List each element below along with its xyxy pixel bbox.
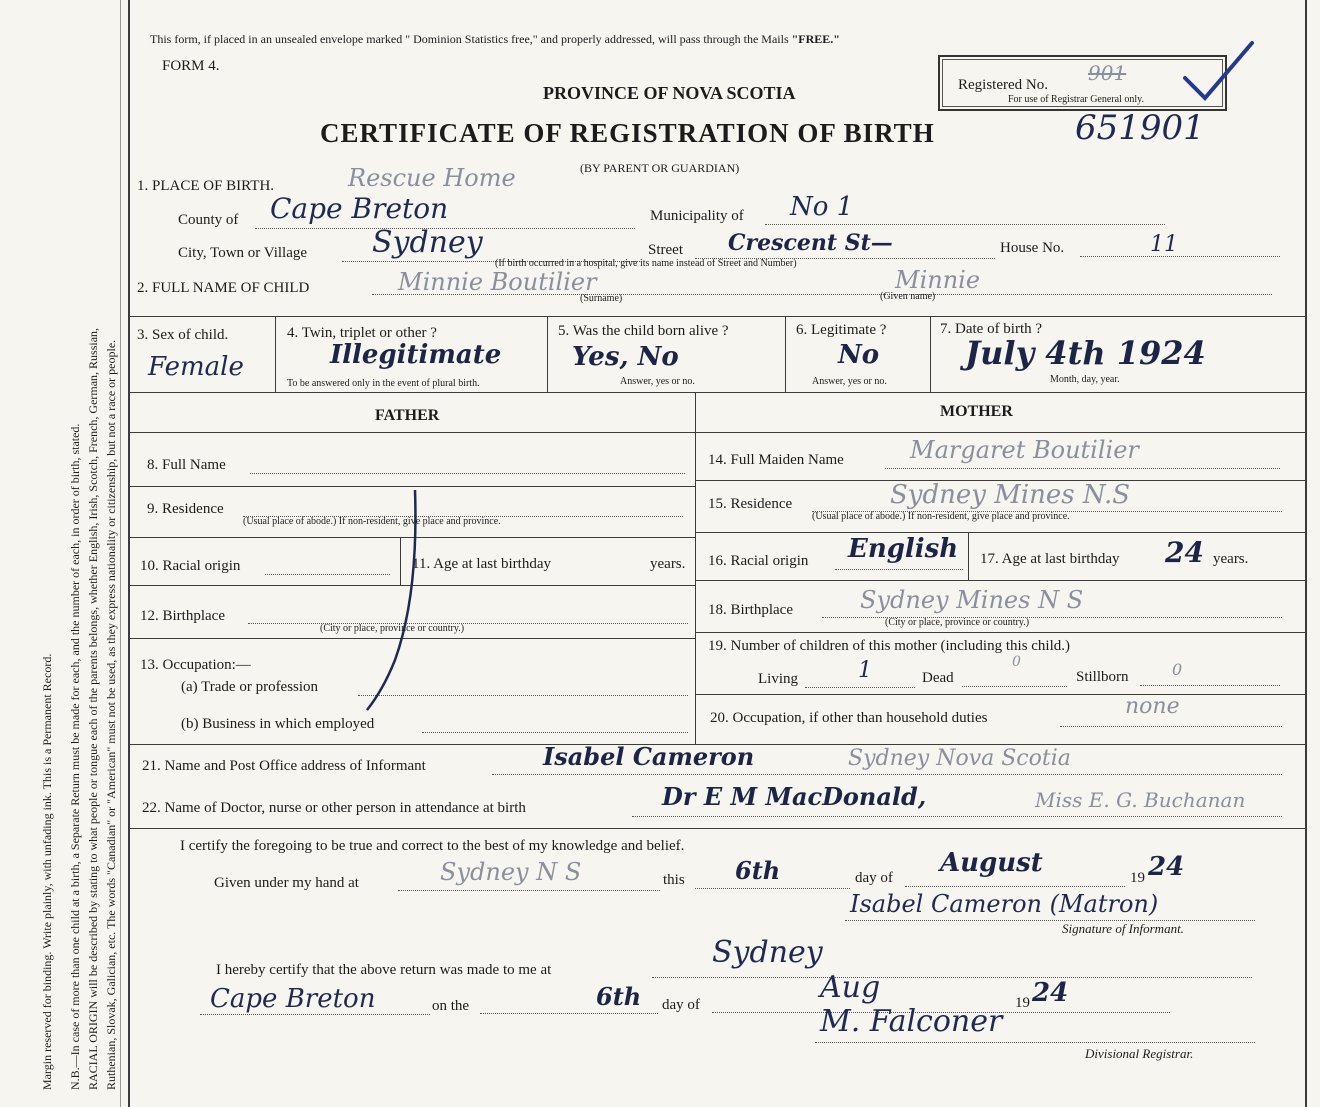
given-under-label: Given under my hand at — [214, 875, 359, 891]
municipality-value: No 1 — [790, 192, 854, 222]
twin-value: Illegitimate — [330, 340, 502, 370]
city-label: City, Town or Village — [178, 245, 308, 261]
mailing-notice-free: "FREE." — [791, 32, 840, 46]
mother-racial-value: English — [848, 534, 959, 564]
stillborn-label: Stillborn — [1076, 669, 1129, 685]
registered-value: 901 — [1088, 61, 1127, 85]
form-number: FORM 4. — [162, 58, 220, 74]
informant-name-value: Isabel Cameron — [543, 742, 755, 771]
place-of-birth-value: Rescue Home — [348, 164, 516, 192]
mailing-notice-text: This form, if placed in an unsealed envelope marked " Dominion Statistics free," and properly addressed, will pass through the Mails — [150, 32, 789, 46]
child-given-value: Minnie — [895, 266, 981, 294]
mother-occupation-value: none — [1125, 694, 1180, 719]
mother-age-value: 24 — [1165, 536, 1204, 569]
form-right-border — [1305, 0, 1307, 1107]
father-occupation-label: 13. Occupation:— — [140, 657, 251, 673]
certificate-title: CERTIFICATE OF REGISTRATION OF BIRTH — [320, 118, 935, 148]
margin-note-racial-origin: RACIAL ORIGIN will be described by stating to what people or tongue each of the parents belongs, whether English, Irish, Scotch, French, German, Russian, — [86, 327, 100, 1090]
registrar-place-value: Sydney — [712, 935, 823, 970]
mother-age-suffix: years. — [1213, 551, 1249, 567]
registrar-month-value: Aug — [820, 970, 881, 1005]
surname-caption: (Surname) — [580, 293, 623, 304]
registrar-use-note: For use of Registrar General only. — [1008, 94, 1144, 105]
margin-note-plural-birth: N.B.—In case of more than one child at a birth, a Separate Return must be made for each, and the number of each, in order of birth, stated. — [68, 423, 82, 1090]
father-age-suffix: years. — [650, 556, 686, 572]
mother-children-label: 19. Number of children of this mother (including this child.) — [708, 638, 1071, 654]
father-age-label: 11. Age at last birthday — [412, 556, 551, 572]
dob-value: July 4th 1924 — [965, 334, 1206, 372]
twin-label: 4. Twin, triplet or other ? — [287, 325, 437, 341]
legitimate-note: Answer, yes or no. — [812, 376, 887, 387]
province-title: PROVINCE OF NOVA SCOTIA — [543, 83, 796, 103]
mailing-notice — [150, 32, 840, 47]
dob-note: Month, day, year. — [1050, 374, 1120, 385]
certify-year-prefix: 19 — [1130, 870, 1145, 886]
county-value: Cape Breton — [270, 192, 449, 225]
on-the-label: on the — [432, 998, 470, 1014]
mother-racial-label: 16. Racial origin — [708, 553, 809, 569]
nurse-value: Miss E. G. Buchanan — [1035, 788, 1246, 812]
certify-day-value: 6th — [735, 856, 781, 885]
registrar-year-value: 24 — [1032, 978, 1069, 1008]
stillborn-value: 0 — [1172, 660, 1183, 679]
certificate-subtitle: (BY PARENT OR GUARDIAN) — [580, 161, 740, 175]
registrar-signature: M. Falconer — [820, 1004, 1003, 1039]
margin-rule — [120, 0, 121, 1107]
registrar-statement: I hereby certify that the above return was made to me at — [216, 962, 552, 978]
city-value: Sydney — [372, 225, 483, 260]
mother-residence-label: 15. Residence — [708, 496, 793, 512]
mother-name-label: 14. Full Maiden Name — [708, 452, 844, 468]
registrar-signature-label: Divisional Registrar. — [1085, 1046, 1194, 1061]
certify-day-of-label: day of — [855, 870, 893, 886]
hospital-note: (If birth occurred in a hospital, give its name instead of Street and Number) — [495, 258, 797, 269]
check-mark-icon — [1180, 38, 1260, 108]
house-value: 11 — [1150, 232, 1178, 257]
informant-signature: Isabel Cameron (Matron) — [850, 890, 1159, 918]
form-left-border — [128, 0, 130, 1107]
doctor-value: Dr E M MacDonald, — [662, 782, 927, 811]
certify-year-value: 24 — [1148, 852, 1185, 882]
father-birthplace-note: (City or place, province or country.) — [320, 623, 465, 634]
registrar-county-value: Cape Breton — [210, 984, 376, 1014]
mother-occupation-label: 20. Occupation, if other than household duties — [710, 710, 988, 726]
mother-residence-value: Sydney Mines N.S — [890, 480, 1131, 510]
given-caption: (Given name) — [880, 291, 936, 302]
margin-note-racial-origin-2: Ruthenian, Slovak, Galician, etc. The words "Canadian" or "American" must not be used, as they express nationality or citizenship, but not a race or people. — [104, 339, 118, 1090]
living-value: 1 — [858, 658, 872, 683]
registered-label: Registered No. — [958, 77, 1048, 93]
certify-statement: I certify the foregoing to be true and correct to the best of my knowledge and belief. — [180, 838, 685, 854]
mother-heading: MOTHER — [940, 403, 1013, 420]
alive-label: 5. Was the child born alive ? — [558, 323, 729, 339]
alive-note: Answer, yes or no. — [620, 376, 695, 387]
dead-value: 0 — [1012, 654, 1021, 670]
registrar-year-prefix: 19 — [1015, 995, 1030, 1011]
dead-label: Dead — [922, 670, 954, 686]
living-label: Living — [758, 671, 798, 687]
father-residence-note: (Usual place of abode.) If non-resident, give place and province. — [243, 516, 501, 527]
registrar-day-value: 6th — [596, 982, 642, 1011]
father-strikeout-mark — [355, 470, 435, 730]
county-label: County of — [178, 212, 239, 228]
legitimate-label: 6. Legitimate ? — [796, 322, 887, 338]
attendant-label: 22. Name of Doctor, nurse or other person in attendance at birth — [142, 800, 526, 816]
informant-address-value: Sydney Nova Scotia — [848, 746, 1071, 771]
registrar-day-of-label: day of — [662, 997, 700, 1013]
this-label: this — [663, 872, 685, 888]
informant-signature-label: Signature of Informant. — [1062, 921, 1184, 936]
father-business-label: (b) Business in which employed — [181, 716, 375, 732]
alive-value: Yes, No — [572, 342, 679, 372]
sex-value: Female — [148, 352, 244, 382]
house-label: House No. — [1000, 240, 1065, 256]
mother-name-value: Margaret Boutilier — [910, 436, 1139, 464]
municipality-label: Municipality of — [650, 208, 744, 224]
sex-label: 3. Sex of child. — [137, 327, 229, 343]
child-name-label: 2. FULL NAME OF CHILD — [137, 280, 310, 296]
twin-note: To be answered only in the event of plural birth. — [287, 378, 480, 389]
given-place-value: Sydney N S — [440, 858, 582, 886]
father-name-label: 8. Full Name — [147, 457, 226, 473]
child-surname-value: Minnie Boutilier — [398, 268, 597, 296]
dob-label: 7. Date of birth ? — [940, 321, 1043, 337]
informant-label: 21. Name and Post Office address of Informant — [142, 758, 426, 774]
legitimate-value: No — [838, 340, 880, 370]
father-trade-label: (a) Trade or profession — [181, 679, 319, 695]
mother-birthplace-value: Sydney Mines N S — [860, 586, 1084, 614]
mother-birthplace-label: 18. Birthplace — [708, 602, 793, 618]
mother-age-label: 17. Age at last birthday — [980, 551, 1120, 567]
mother-birthplace-note: (City or place, province or country.) — [885, 617, 1030, 628]
street-label: Street — [648, 242, 683, 258]
place-of-birth-label: 1. PLACE OF BIRTH. — [137, 178, 275, 194]
street-value: Crescent St— — [728, 230, 893, 256]
father-racial-label: 10. Racial origin — [140, 558, 241, 574]
margin-note-binding: Margin reserved for binding. Write plainly, with unfading ink. This is a Permanent Record. — [40, 653, 54, 1090]
mother-residence-note: (Usual place of abode.) If non-resident, give place and province. — [812, 511, 1070, 522]
father-heading: FATHER — [375, 407, 440, 424]
father-residence-label: 9. Residence — [147, 501, 224, 517]
certificate-number: 651901 — [1075, 108, 1205, 148]
father-birthplace-label: 12. Birthplace — [140, 608, 225, 624]
certify-month-value: August — [940, 848, 1043, 878]
